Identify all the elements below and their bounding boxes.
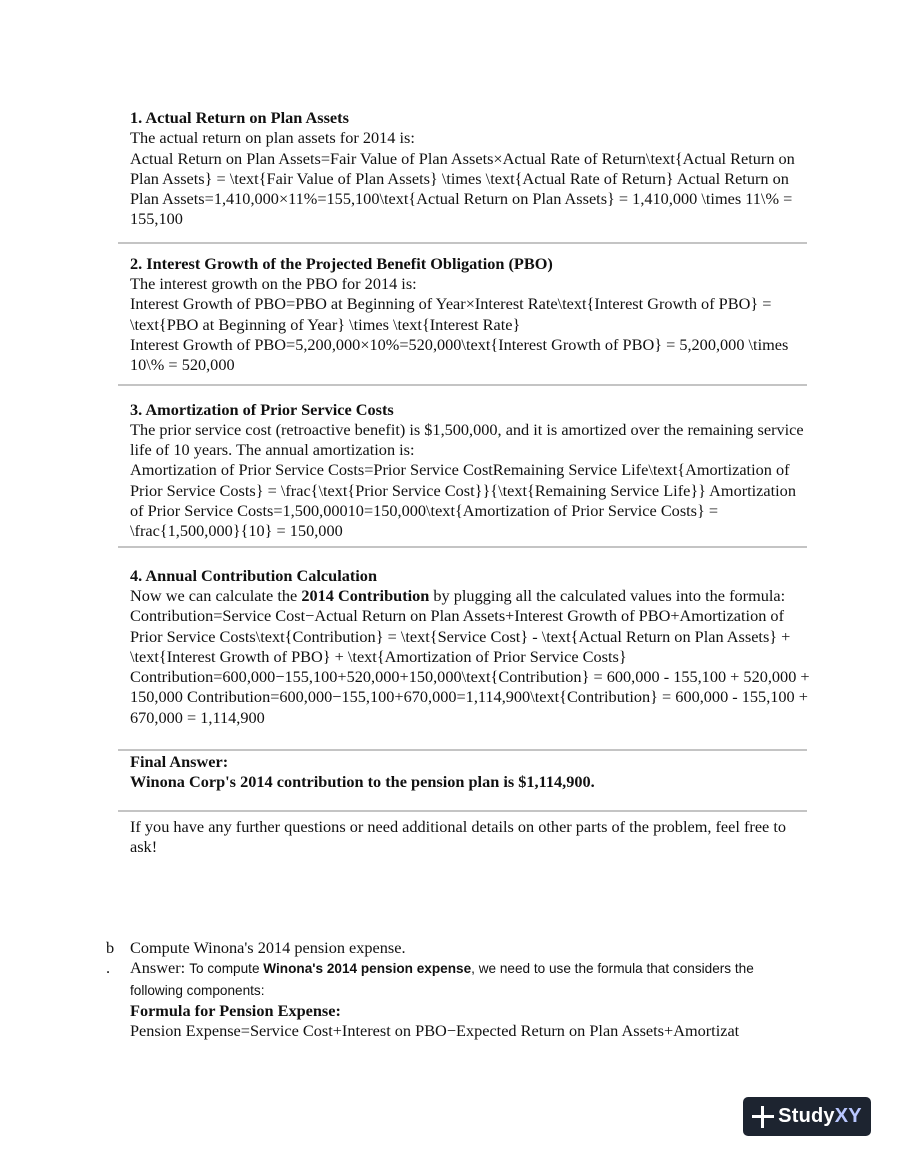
brand-logo-text (778, 1105, 862, 1128)
studyxy-badge[interactable] (743, 1097, 871, 1136)
list-marker (106, 938, 118, 979)
formula-text: Pension Expense=Service Cost+Interest on PBO−Expected Return on Plan Assets+Amortizat (130, 1021, 740, 1041)
section-intro: The actual return on plan assets for 2014 is: (130, 128, 415, 148)
list-marker-letter: b (106, 938, 115, 957)
section-closing (130, 815, 810, 868)
answer-text: , we need to use the formula that considers the following components: (130, 961, 754, 998)
formula-text: Amortization of Prior Service Costs=Prior Service CostRemaining Service Life\text{Amortization of Prior Service Costs} = \frac{\text{Prior Service Cost}}{\text{Remaining Service Life}} Amortization of Prior Service Costs=1,500,00010=150,000\text{Amortization of Prior Service Costs} = \frac{1,500,000}{10} = 150,000 (130, 460, 796, 541)
formula-text: Contribution=Service Cost−Actual Return on Plan Assets+Interest Growth of PBO+Amortization of Prior Service Costs\text{Contribution} = \text{Service Cost} - \text{Actual Return on Plan Assets} + \text{Interest Growth of PBO} + \text{Amortization of Prior Service Costs} Contribution=600,000−155,100+520,000+150,000\text{Contribution} = 600,000 - 155,100 + 520,000 + 150,000 Contribution=600,000−155,100+670,000=1,114,900\text{Contribution} = 600,000 - 155,100 + 670,000 = 1,114,900 (130, 606, 810, 727)
section-heading: 1. Actual Return on Plan Assets (130, 108, 349, 127)
section-divider (118, 384, 807, 386)
section-intro (130, 586, 810, 606)
formula-text: Interest Growth of PBO=5,200,000×10%=520,000\text{Interest Growth of PBO} = 5,200,000 \times 10\% = 520,000 (130, 334, 789, 375)
section-actual-return (130, 106, 810, 240)
answer-text: To compute (189, 961, 264, 977)
formula-heading: Formula for Pension Expense: (130, 1000, 341, 1020)
intro-emphasis: 2014 Contribution (301, 585, 430, 605)
final-answer-heading: Final Answer: (130, 752, 229, 772)
section-divider (118, 546, 807, 548)
intro-text: by plugging all the calculated values into the formula: (429, 585, 786, 605)
part-b-body (130, 938, 806, 1041)
answer-intro (130, 958, 806, 1001)
list-marker-dot: . (106, 958, 111, 978)
brand-name-main: Study (778, 1105, 835, 1127)
section-divider (118, 242, 807, 244)
answer-emphasis: Winona's 2014 pension expense (263, 961, 472, 977)
section-heading: 2. Interest Growth of the Projected Benefit Obligation (PBO) (130, 253, 553, 273)
section-divider (118, 810, 807, 812)
section-contribution (130, 564, 810, 738)
section-heading: 4. Annual Contribution Calculation (130, 565, 377, 585)
section-heading: 3. Amortization of Prior Service Costs (130, 399, 394, 419)
brand-name-accent: XY (834, 1105, 862, 1127)
section-divider (118, 749, 807, 751)
formula-text: Actual Return on Plan Assets=Fair Value of Plan Assets×Actual Rate of Return\text{Actual Return on Plan Assets} = \text{Fair Value of Plan Assets} \times \text{Actual Rate of Return} Actual Return on Plan Assets=1,410,000×11%=155,100\text{Actual Return on Plan Assets} = 1,410,000 \times 11\% = 155,100 (130, 148, 795, 229)
section-interest-growth (130, 252, 810, 386)
formula-text: Interest Growth of PBO=PBO at Beginning of Year×Interest Rate\text{Interest Growth of PBO} = \text{PBO at Beginning of Year} \times \text{Interest Rate} (130, 294, 772, 334)
section-prior-service (130, 398, 810, 552)
section-intro: The interest growth on the PBO for 2014 is: (130, 274, 417, 294)
question-text: Compute Winona's 2014 pension expense. (130, 938, 406, 957)
closing-text: If you have any further questions or need additional details on other parts of the problem, feel free to ask! (130, 816, 787, 856)
section-final-answer (130, 750, 810, 803)
final-answer-text: Winona Corp's 2014 contribution to the pension plan is $1,114,900. (130, 772, 595, 792)
answer-content (130, 106, 810, 867)
intro-text: Now we can calculate the (130, 585, 302, 605)
section-intro: The prior service cost (retroactive benefit) is $1,500,000, and it is amortized over the remaining service life of 10 years. The annual amortization is: (130, 419, 804, 460)
plus-icon (752, 1106, 774, 1128)
answer-label: Answer: (130, 958, 190, 978)
